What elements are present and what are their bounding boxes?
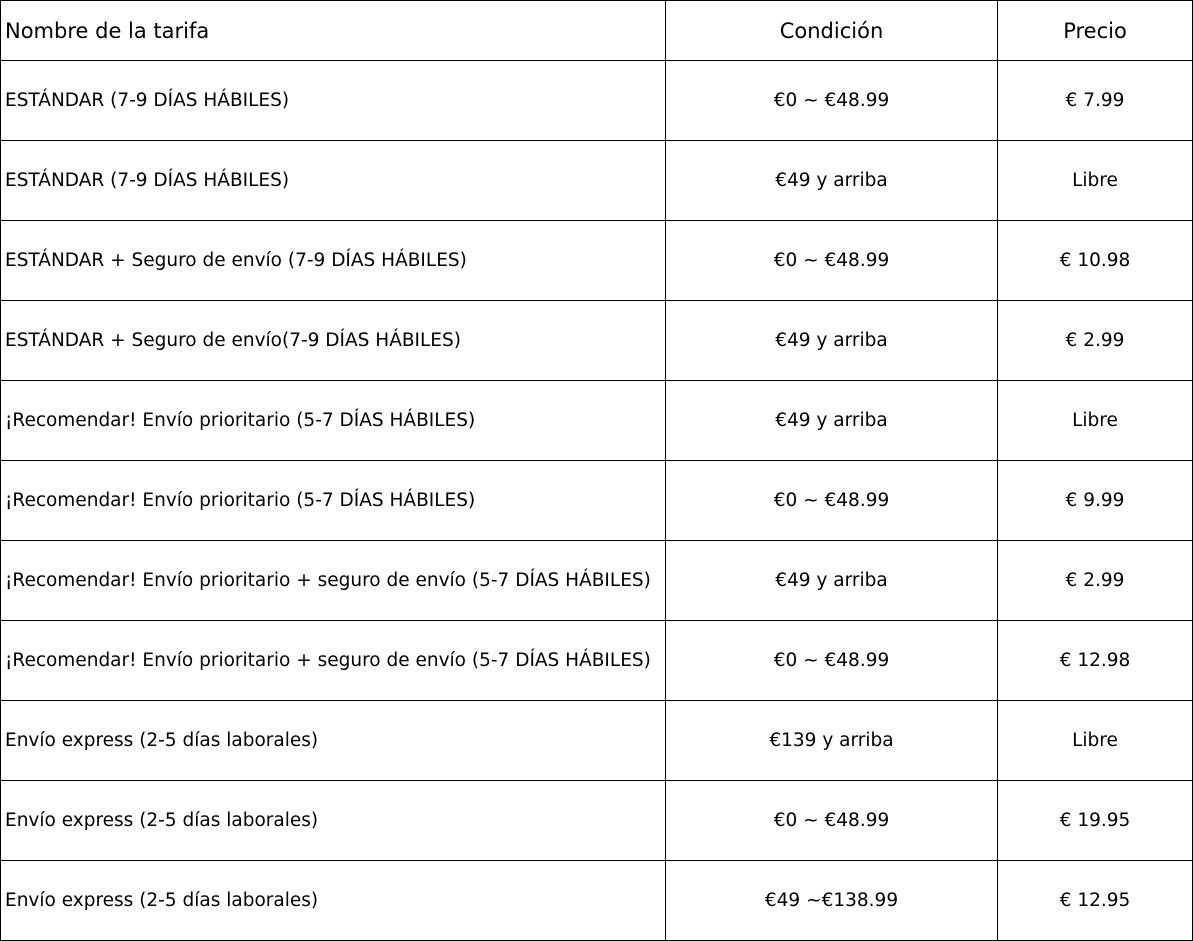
condition-cell: €0 ~ €48.99 xyxy=(666,621,998,701)
condition-cell: €0 ~ €48.99 xyxy=(666,781,998,861)
price-cell: € 2.99 xyxy=(998,541,1193,621)
table-row xyxy=(1,781,1193,861)
price-cell: € 12.98 xyxy=(998,621,1193,701)
table-row xyxy=(1,861,1193,941)
header-row xyxy=(1,1,1193,61)
header-price: Precio xyxy=(998,1,1193,61)
rate-name-cell: Envío express (2-5 días laborales) xyxy=(1,781,666,861)
price-cell: € 9.99 xyxy=(998,461,1193,541)
condition-cell: €139 y arriba xyxy=(666,701,998,781)
price-cell: Libre xyxy=(998,381,1193,461)
price-cell: € 10.98 xyxy=(998,221,1193,301)
rate-name-cell: Envío express (2-5 días laborales) xyxy=(1,861,666,941)
table-body xyxy=(1,61,1193,941)
rate-name-cell: ESTÁNDAR (7-9 DÍAS HÁBILES) xyxy=(1,61,666,141)
rate-name-cell: ESTÁNDAR + Seguro de envío(7-9 DÍAS HÁBILES) xyxy=(1,301,666,381)
table-row xyxy=(1,541,1193,621)
table-row xyxy=(1,621,1193,701)
rate-name-cell: ¡Recomendar! Envío prioritario + seguro de envío (5-7 DÍAS HÁBILES) xyxy=(1,541,666,621)
price-cell: € 7.99 xyxy=(998,61,1193,141)
table-row xyxy=(1,141,1193,221)
condition-cell: €49 y arriba xyxy=(666,301,998,381)
header-rate-name: Nombre de la tarifa xyxy=(1,1,666,61)
rate-name-cell: ¡Recomendar! Envío prioritario (5-7 DÍAS HÁBILES) xyxy=(1,381,666,461)
rate-name-cell: ESTÁNDAR + Seguro de envío (7-9 DÍAS HÁBILES) xyxy=(1,221,666,301)
header-condition: Condición xyxy=(666,1,998,61)
table-row xyxy=(1,461,1193,541)
rate-name-cell: ESTÁNDAR (7-9 DÍAS HÁBILES) xyxy=(1,141,666,221)
table-row xyxy=(1,701,1193,781)
table-row xyxy=(1,301,1193,381)
table-header xyxy=(1,1,1193,61)
rate-name-cell: Envío express (2-5 días laborales) xyxy=(1,701,666,781)
table-row xyxy=(1,221,1193,301)
condition-cell: €0 ~ €48.99 xyxy=(666,461,998,541)
table-row xyxy=(1,61,1193,141)
price-cell: Libre xyxy=(998,141,1193,221)
price-cell: € 2.99 xyxy=(998,301,1193,381)
condition-cell: €0 ~ €48.99 xyxy=(666,221,998,301)
condition-cell: €49 ~€138.99 xyxy=(666,861,998,941)
table-row xyxy=(1,381,1193,461)
condition-cell: €49 y arriba xyxy=(666,381,998,461)
rate-name-cell: ¡Recomendar! Envío prioritario (5-7 DÍAS HÁBILES) xyxy=(1,461,666,541)
price-cell: Libre xyxy=(998,701,1193,781)
condition-cell: €49 y arriba xyxy=(666,141,998,221)
condition-cell: €49 y arriba xyxy=(666,541,998,621)
rate-name-cell: ¡Recomendar! Envío prioritario + seguro de envío (5-7 DÍAS HÁBILES) xyxy=(1,621,666,701)
condition-cell: €0 ~ €48.99 xyxy=(666,61,998,141)
price-cell: € 19.95 xyxy=(998,781,1193,861)
price-cell: € 12.95 xyxy=(998,861,1193,941)
